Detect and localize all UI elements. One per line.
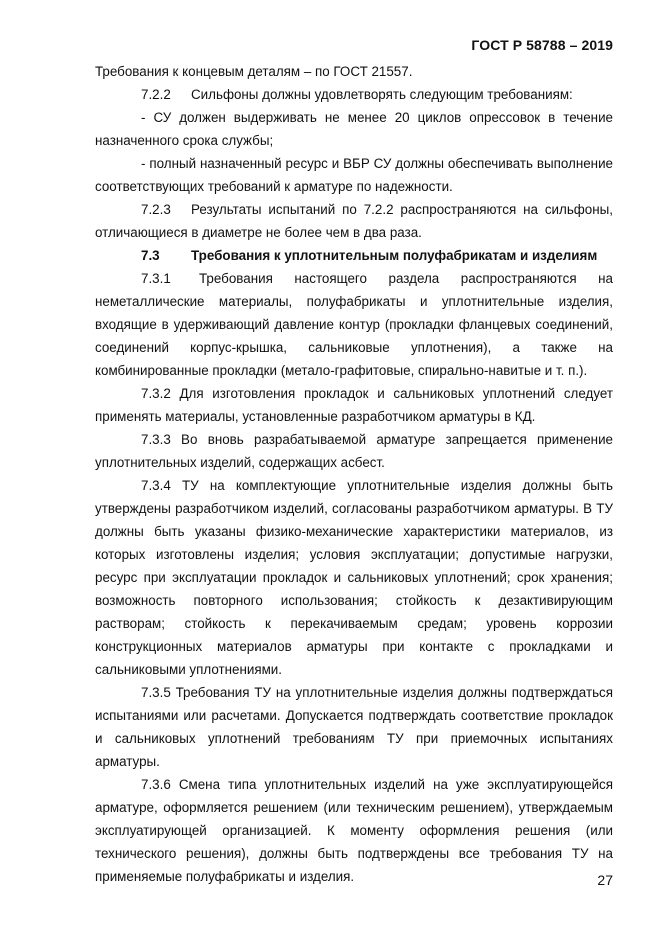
clause-text: Результаты испытаний по 7.2.2 распространяются на сильфоны, отличающиеся в диаметре не более чем в два раза. xyxy=(95,202,613,240)
paragraph-7-2-3 xyxy=(95,198,613,244)
paragraph-bullet-cycles: - СУ должен выдерживать не менее 20 циклов опрессовок в течение назначенного срока службы; xyxy=(95,110,613,148)
section-title: Требования к уплотнительным полуфабрикатам и изделиям xyxy=(191,248,598,263)
paragraph-7-3-2: 7.3.2 Для изготовления прокладок и сальниковых уплотнений следует применять материалы, установленные разработчиком арматуры в КД. xyxy=(95,386,613,424)
section-heading-7-3 xyxy=(95,244,613,267)
paragraph-7-3-3: 7.3.3 Во вновь разрабатываемой арматуре запрещается применение уплотнительных изделий, содержащих асбест. xyxy=(95,432,613,470)
paragraph-7-3-1 xyxy=(95,267,613,382)
page-number: 27 xyxy=(597,872,613,888)
document-body xyxy=(95,60,613,888)
paragraph-7-3-6: 7.3.6 Смена типа уплотнительных изделий на уже эксплуатирующейся арматуре, оформляется решением (или техническим решением), утверждаемым эксплуатирующей организацией. К моменту оформления решения (или технического решения), должны быть подтверждены все требования ТУ на применяемые полуфабрикаты и изделия. xyxy=(95,777,613,884)
section-number: 7.3 xyxy=(141,248,160,263)
paragraph-7-2-2 xyxy=(95,83,613,106)
clause-number: 7.2.3 xyxy=(141,202,171,217)
clause-text: Сильфоны должны удовлетворять следующим требованиям: xyxy=(191,87,573,102)
document-header-id: ГОСТ Р 58788 – 2019 xyxy=(471,37,613,53)
clause-text: Требования настоящего раздела распространяются на неметаллические материалы, полуфабрикаты и уплотнительные изделия, входящие в удерживающий давление контур (прокладки фланцевых соединений, соединений корпус-крышка, сальниковые уплотнения), а также на комбинированные прокладки (метало-графитовые, спирально-навитые и т. п.). xyxy=(95,271,613,378)
paragraph-end-parts: Требования к концевым деталям – по ГОСТ 21557. xyxy=(95,64,413,79)
paragraph-7-3-4: 7.3.4 ТУ на комплектующие уплотнительные изделия должны быть утверждены разработчиком изделий, согласованы разработчиком арматуры. В ТУ должны быть указаны физико-механические характеристики материалов, из которых изготовлены изделия; условия эксплуатации; допустимые нагрузки, ресурс при эксплуатации прокладок и сальниковых уплотнений; срок хранения; возможность повторного использования; стойкость к дезактивирующим растворам; стойкость к перекачиваемым средам; уровень коррозии конструкционных материалов арматуры при контакте с прокладками и сальниковыми уплотнениями. xyxy=(95,478,613,677)
paragraph-7-3-5: 7.3.5 Требования ТУ на уплотнительные изделия должны подтверждаться испытаниями или расчетами. Допускается подтверждать соответствие прокладок и сальниковых уплотнений требованиям ТУ при приемочных испытаниях арматуры. xyxy=(95,685,613,769)
clause-number: 7.2.2 xyxy=(141,87,171,102)
clause-number: 7.3.1 xyxy=(141,271,171,286)
paragraph-bullet-resource: - полный назначенный ресурс и ВБР СУ должны обеспечивать выполнение соответствующих требований к арматуре по надежности. xyxy=(95,156,613,194)
